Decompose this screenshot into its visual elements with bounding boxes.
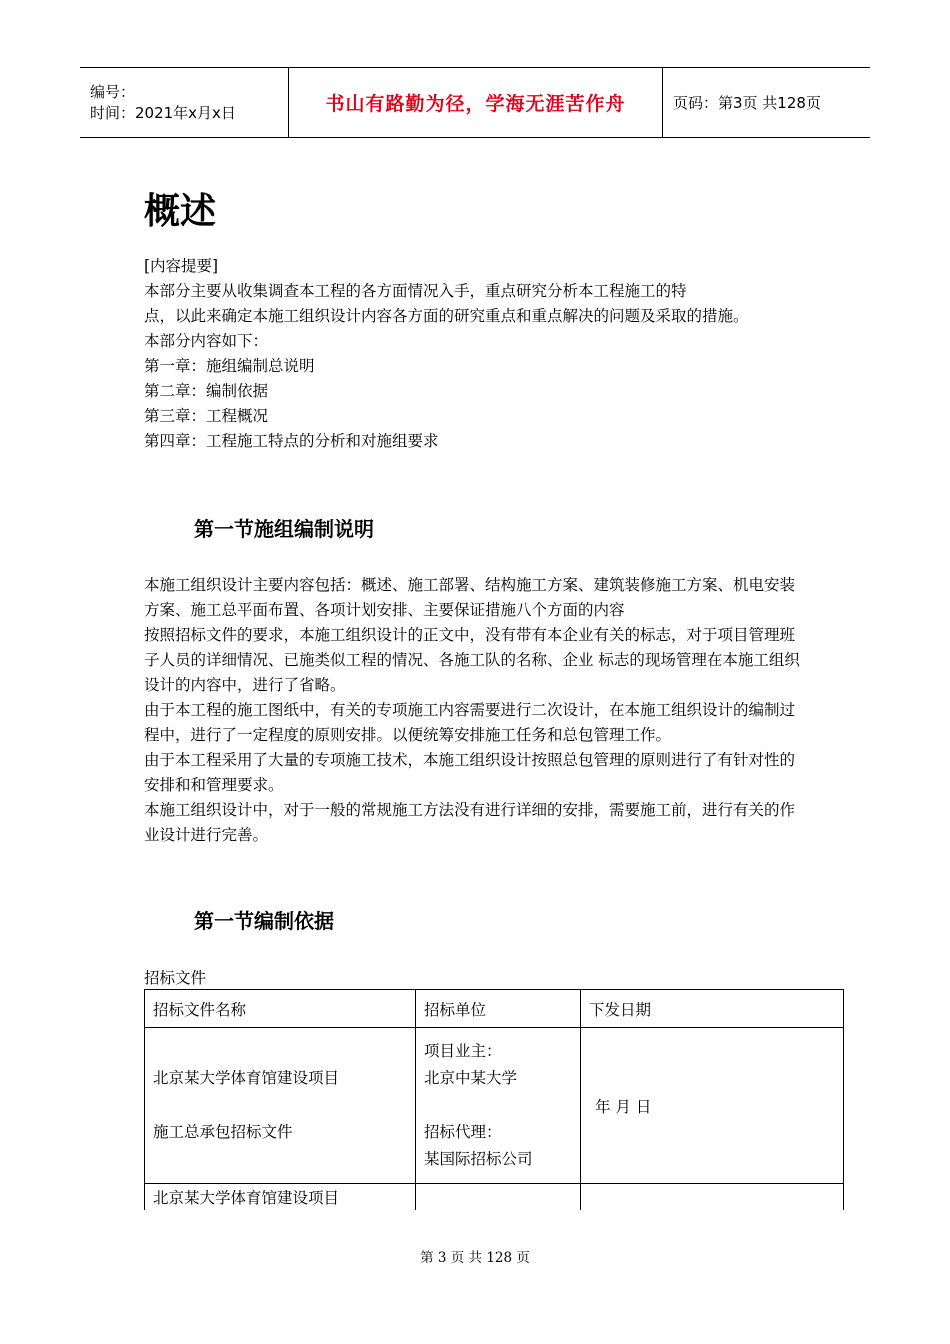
unit-line: 北京中某大学 — [424, 1069, 518, 1087]
header-page-info — [663, 68, 870, 137]
intro-line: [内容提要] — [144, 257, 219, 275]
table-caption: 招标文件 — [144, 969, 207, 987]
paragraph: 由于本工程采用了大量的专项施工技术，本施工组织设计按照总包管理的原则进行了有针对性的安排和和管理要求。 — [144, 751, 796, 794]
page-title: 概述 — [144, 191, 217, 232]
paragraph: 按照招标文件的要求，本施工组织设计的正文中，没有带有本企业有关的标志，对于项目管理班子人员的详细情况、已施类似工程的情况、各施工队的名称、企业 标志的现场管理在本施工组织设计的内容中，进行了省略。 — [144, 626, 800, 694]
table-header-row — [145, 990, 844, 1028]
intro-line: 点，以此来确定本施工组织设计内容各方面的研究重点和重点解决的问题及采取的措施。 — [144, 307, 749, 325]
column-header: 下发日期 — [581, 990, 844, 1028]
intro-line: 第二章：编制依据 — [144, 382, 269, 400]
table-row — [145, 1028, 844, 1184]
table-row — [145, 1184, 844, 1211]
paragraph: 本施工组织设计中，对于一般的常规施工方法没有进行详细的安排，需要施工前，进行有关的作业设计进行完善。 — [144, 801, 796, 844]
doc-name-cell: 北京某大学体育馆建设项目 — [145, 1184, 416, 1211]
intro-line: 第四章：工程施工特点的分析和对施组要求 — [144, 432, 439, 450]
unit-line: 招标代理： — [424, 1123, 502, 1141]
intro-line: 第三章：工程概况 — [144, 407, 269, 425]
paragraph: 本施工组织设计主要内容包括：概述、施工部署、结构施工方案、建筑装修施工方案、机电安装方案、施工总平面布置、各项计划安排、主要保证措施八个方面的内容 — [144, 576, 796, 619]
page-info: 页码：第3页 共128页 — [673, 94, 821, 112]
number-label: 编号： — [90, 82, 136, 101]
intro-line: 本部分内容如下： — [144, 332, 269, 350]
intro-line: 第一章：施组编制总说明 — [144, 357, 315, 375]
column-header: 招标单位 — [416, 990, 581, 1028]
doc-name-line: 施工总承包招标文件 — [153, 1123, 293, 1141]
page-header — [80, 67, 870, 138]
section-heading: 第一节编制依据 — [194, 909, 334, 933]
bid-unit-cell — [416, 1184, 581, 1211]
issue-date-cell — [581, 1028, 844, 1184]
issue-date-cell — [581, 1184, 844, 1211]
unit-line: 某国际招标公司 — [424, 1150, 533, 1168]
unit-line: 项目业主： — [424, 1042, 502, 1060]
motto: 书山有路勤为径，学海无涯苦作舟 — [325, 93, 626, 115]
issue-date: 年 月 日 — [595, 1097, 652, 1116]
section1-body — [144, 573, 806, 848]
section-heading: 第一节施组编制说明 — [194, 517, 374, 541]
intro-line: 本部分主要从收集调查本工程的各方面情况入手，重点研究分析本工程施工的特 — [144, 282, 687, 300]
doc-name-cell — [145, 1028, 416, 1184]
header-motto-cell — [288, 68, 663, 137]
page-footer: 第 3 页 共 128 页 — [420, 1250, 530, 1266]
bid-documents-table — [144, 989, 844, 1210]
time-label: 时间：2021年x月x日 — [90, 103, 236, 122]
column-header: 招标文件名称 — [145, 990, 416, 1028]
paragraph: 由于本工程的施工图纸中，有关的专项施工内容需要进行二次设计，在本施工组织设计的编制过程中，进行了一定程度的原则安排。以便统筹安排施工任务和总包管理工作。 — [144, 701, 796, 744]
doc-name-line: 北京某大学体育馆建设项目 — [153, 1069, 340, 1087]
intro-block — [144, 254, 814, 454]
header-meta — [80, 68, 288, 137]
bid-unit-cell — [416, 1028, 581, 1184]
